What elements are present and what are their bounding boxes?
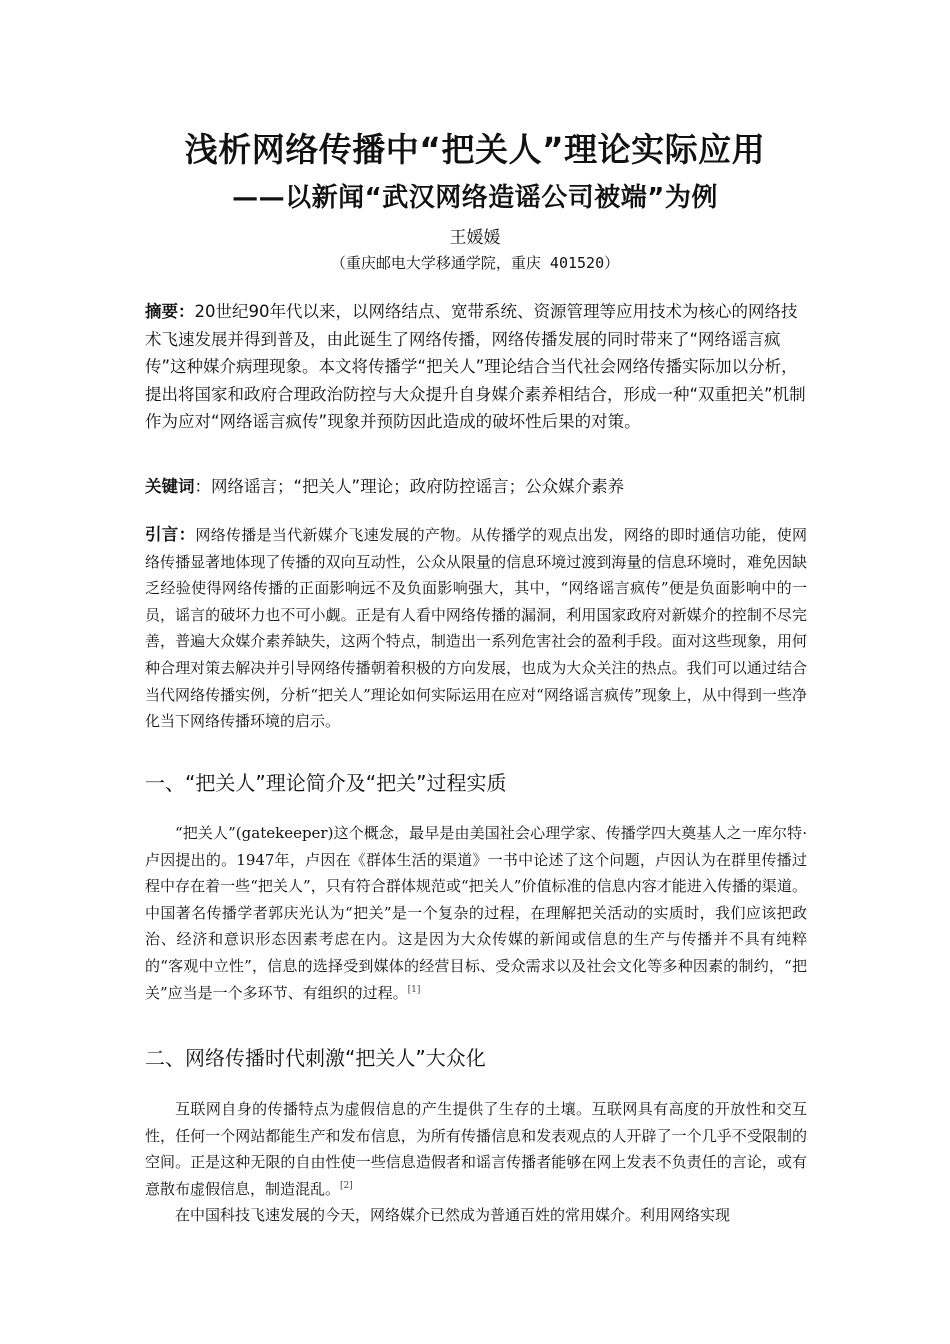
intro-text: 网络传播是当代新媒介飞速发展的产物。从传播学的观点出发，网络的即时通信功能，使网络传播显著地体现了传播的双向互动性，公众从限量的信息环境过渡到海量的信息环境时，难免因缺乏经验使得网络传播的正面影响远不及负面影响强大，其中，“网络谣言疯传”便是负面影响中的一员，谣言的破坏力也不可小觑。正是有人看中网络传播的漏洞，利用国家政府对新媒介的控制不尽完善，普遍大众媒介素养缺失，这两个特点，制造出一系列危害社会的盈利手段。面对这些现象，用何种合理对策去解决并引导网络传播朝着积极的方向发展，也成为大众关注的热点。我们可以通过结合当代网络传播实例，分析“把关人”理论如何实际运用在应对“网络谣言疯传”现象上，从中得到一些净化当下网络传播环境的启示。 <box>145 526 808 731</box>
introduction <box>145 522 807 735</box>
citation-ref-1[interactable]: [1] <box>407 984 421 995</box>
section-1-paragraph <box>145 820 807 1006</box>
keywords-text: ：网络谣言；“把关人”理论；政府防控谣言；公众媒介素养 <box>194 477 625 496</box>
keywords <box>145 473 807 501</box>
abstract-text: 20世纪90年代以来，以网络结点、宽带系统、资源管理等应用技术为核心的网络技术飞速发展并得到普及，由此诞生了网络传播，网络传播发展的同时带来了“网络谣言疯传”这种媒介病理现象。本文将传播学“把关人”理论结合当代社会网络传播实际加以分析，提出将国家和政府合理政治防控与大众提升自身媒介素养相结合，形成一种“双重把关”机制作为应对“网络谣言疯传”现象并预防因此造成的破坏性后果的对策。 <box>145 302 806 432</box>
citation-ref-2[interactable]: [2] <box>340 1180 353 1191</box>
section-1-body <box>145 820 807 1006</box>
keywords-label: 关键词 <box>145 477 195 496</box>
section-2-body <box>145 1096 807 1229</box>
section-2-heading: 二、网络传播时代刺激“把关人”大众化 <box>145 1046 486 1070</box>
paper-subtitle: ——以新闻“武汉网络造谣公司被端”为例 <box>232 183 718 213</box>
paper-title: 浅析网络传播中“把关人”理论实际应用 <box>184 130 766 169</box>
abstract-label: 摘要： <box>145 302 195 321</box>
section-2-paragraph-1 <box>145 1096 807 1202</box>
abstract <box>145 298 807 436</box>
author-affiliation: （重庆邮电大学移通学院，重庆 401520） <box>330 254 620 272</box>
section-1-heading: 一、“把关人”理论简介及“把关”过程实质 <box>145 771 507 795</box>
section-1-text: “把关人”(gatekeeper)这个概念，最早是由美国社会心理学家、传播学四大奠基人之一库尔特·卢因提出的。1947年，卢因在《群体生活的渠道》一书中论述了这个问题，卢因认为在群里传播过程中存在着一些“把关人”，只有符合群体规范或“把关人”价值标准的信息内容才能进入传播的渠道。中国著名传播学者郭庆光认为“把关”是一个复杂的过程，在理解把关活动的实质时，我们应该把政治、经济和意识形态因素考虑在内。这是因为大众传媒的新闻或信息的生产与传播并不具有纯粹的“客观中立性”，信息的选择受到媒体的经营目标、受众需求以及社会文化等多种因素的制约，“把关”应当是一个多环节、有组织的过程。 <box>145 824 807 1002</box>
section-2-text-1: 互联网自身的传播特点为虚假信息的产生提供了生存的土壤。互联网具有高度的开放性和交互性，任何一个网站都能生产和发布信息，为所有传播信息和发表观点的人开辟了一个几乎不受限制的空间。正是这种无限的自由性使一些信息造假者和谣言传播者能够在网上发表不负责任的言论，或有意散布虚假信息，制造混乱。 <box>145 1100 807 1198</box>
section-2-text-2: 在中国科技飞速发展的今天，网络媒介已然成为普通百姓的常用媒介。利用网络实现 <box>175 1206 731 1225</box>
author-name: 王媛媛 <box>449 228 501 248</box>
section-2-paragraph-2 <box>145 1202 807 1229</box>
intro-label: 引言： <box>145 525 196 544</box>
